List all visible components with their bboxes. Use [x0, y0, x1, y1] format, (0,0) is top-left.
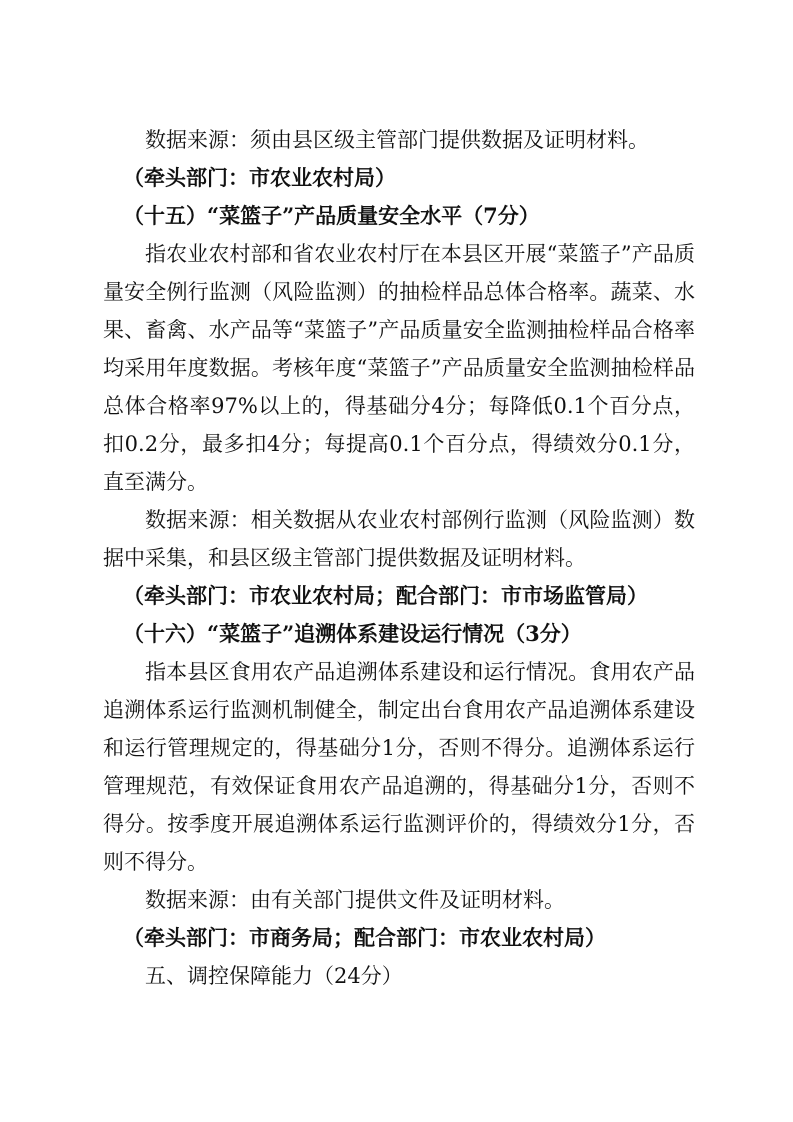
- chapter-heading-5: 五、调控保障能力（24分）: [145, 964, 403, 988]
- lead-department-note: （牵头部门：市商务局；配合部门：市农业农村局）: [123, 925, 606, 950]
- section-heading-15: （十五）“菜篮子”产品质量安全水平（7分）: [123, 203, 540, 228]
- lead-department-note: （牵头部门：市农业农村局；配合部门：市市场监管局）: [123, 583, 648, 608]
- document-body: [103, 121, 695, 995]
- section-15-description: 指农业农村部和省农业农村厅在本县区开展“菜篮子”产品质量安全例行监测（风险监测）的抽检样品总体合格率。蔬菜、水果、畜禽、水产品等“菜篮子”产品质量安全监测抽检样品合格率均采用年度数据。考核年度“菜篮子”产品质量安全监测抽检样品总体合格率97%以上的，得基础分4分；每降低0.1个百分点，扣0.2分，最多扣4分；每提高0.1个百分点，得绩效分0.1分，直至满分。: [103, 242, 695, 494]
- data-source-paragraph: 数据来源：须由县区级主管部门提供数据及证明材料。: [145, 128, 649, 152]
- section-16-description: 指本县区食用农产品追溯体系建设和运行情况。食用农产品追溯体系运行监测机制健全，制定出台食用农产品追溯体系建设和运行管理规定的，得基础分1分，否则不得分。追溯体系运行管理规范，有效保证食用农产品追溯的，得基础分1分，否则不得分。按季度开展追溯体系运行监测评价的，得绩效分1分，否则不得分。: [103, 660, 695, 874]
- lead-department-note: （牵头部门：市农业农村局）: [123, 165, 396, 190]
- data-source-paragraph: 数据来源：相关数据从农业农村部例行监测（风险监测）数据中采集，和县区级主管部门提供数据及证明材料。: [103, 508, 695, 570]
- section-heading-16: （十六）“菜篮子”追溯体系建设运行情况（3分）: [123, 621, 582, 646]
- data-source-paragraph: 数据来源：由有关部门提供文件及证明材料。: [145, 888, 565, 912]
